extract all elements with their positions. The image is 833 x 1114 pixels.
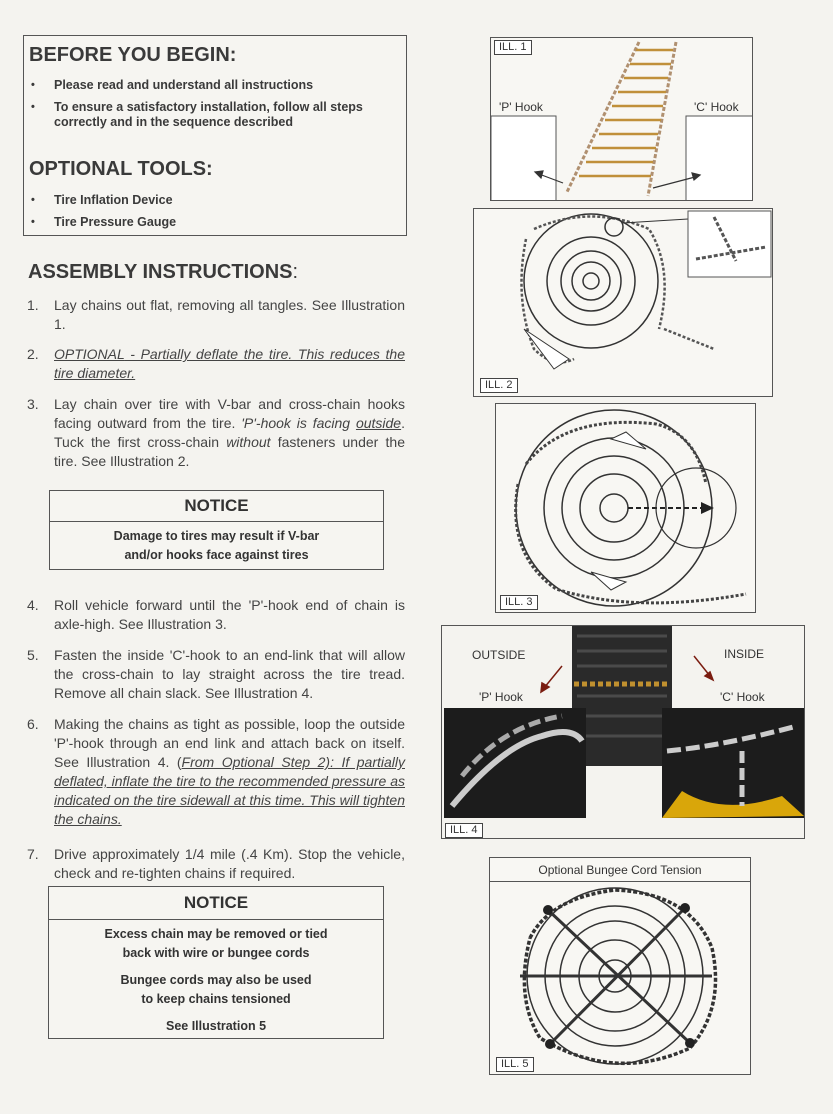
illustration-5-title: Optional Bungee Cord Tension <box>490 858 750 882</box>
step-3 <box>27 395 405 471</box>
step-number: 2. <box>27 346 39 362</box>
step-text: Fasten the inside 'C'-hook to an end-link that will allow the cross-chain to lay straight across the tire tread. Remove all chain slack. See Illustration 4. <box>54 647 405 701</box>
notice-line: and/or hooks face against tires <box>124 548 309 562</box>
c-hook-label: 'C' Hook <box>694 100 739 114</box>
tire-rolling-drawing <box>496 404 756 613</box>
step-text <box>54 395 405 471</box>
illustration-tag: ILL. 4 <box>445 823 483 838</box>
tools-item: • Tire Pressure Gauge <box>29 215 399 230</box>
step-number: 7. <box>27 846 39 862</box>
assembly-heading <box>28 261 298 284</box>
inside-label: INSIDE <box>724 647 765 661</box>
step-3-e: without <box>226 434 271 450</box>
notice-line: to keep chains tensioned <box>141 992 291 1006</box>
notice-title: NOTICE <box>50 491 383 522</box>
illustration-tag: ILL. 1 <box>494 40 532 55</box>
notice-title: NOTICE <box>49 887 383 920</box>
step-number: 5. <box>27 647 39 663</box>
tools-list <box>29 193 399 237</box>
step-6-a: Making the chains as tight as possible, loop the outside 'P'-hook through an end link and attach back on itself. See Illustration 4. ( <box>54 716 405 770</box>
illustration-3 <box>495 403 756 613</box>
c-hook-label: 'C' Hook <box>720 690 765 704</box>
illustration-tag: ILL. 5 <box>496 1057 534 1072</box>
chain-ladder-drawing <box>491 38 753 201</box>
illustration-1 <box>490 37 753 201</box>
illustration-tag: ILL. 2 <box>480 378 518 393</box>
step-2-rest: - Partially deflate the tire. This reduces the tire diameter. <box>54 346 405 381</box>
notice-body <box>49 920 383 1036</box>
tools-heading: OPTIONAL TOOLS: <box>29 158 213 180</box>
notice-line: Excess chain may be removed or tied <box>104 927 328 941</box>
step-6-b: From Optional Step 2): If partially deflated, inflate the tire to the recommended pressure as indicated on the tire sidewall at this time. This will tighten the chains. <box>54 754 405 827</box>
assembly-heading-text: ASSEMBLY INSTRUCTIONS <box>28 261 293 283</box>
before-item: • To ensure a satisfactory installation, follow all steps correctly and in the sequence described <box>29 100 399 130</box>
outside-label: OUTSIDE <box>472 648 526 662</box>
illustration-tag: ILL. 3 <box>500 595 538 610</box>
notice-box-1 <box>49 490 384 570</box>
step-5 <box>27 646 405 703</box>
notice-box-2 <box>48 886 384 1039</box>
step-number: 3. <box>27 396 39 412</box>
step-2 <box>27 345 405 383</box>
step-text <box>54 345 405 383</box>
p-hook-label: 'P' Hook <box>479 690 523 704</box>
step-7 <box>27 845 405 883</box>
tools-item: • Tire Inflation Device <box>29 193 399 208</box>
bungee-tension-drawing <box>490 858 751 1075</box>
step-number: 4. <box>27 597 39 613</box>
illustration-5 <box>489 857 751 1075</box>
step-text <box>54 715 405 829</box>
step-3-c: outside <box>355 415 402 431</box>
illustration-4 <box>441 625 805 839</box>
tire-chain-drawing <box>474 209 773 397</box>
notice-line: Bungee cords may also be used <box>120 973 312 987</box>
step-3-f: fasteners under the tire. See Illustration 2. <box>54 434 405 469</box>
step-3-a: Lay chain over tire with V-bar and cross-chain hooks facing outward from the tire. <box>54 396 405 431</box>
p-hook-label: 'P' Hook <box>499 100 543 114</box>
notice-line: back with wire or bungee cords <box>122 946 310 960</box>
assembly-heading-colon: : <box>292 261 299 283</box>
step-text: Drive approximately 1/4 mile (.4 Km). Stop the vehicle, check and re-tighten chains if required. <box>54 846 405 881</box>
step-number: 6. <box>27 716 39 732</box>
step-number: 1. <box>27 297 39 313</box>
step-4 <box>27 596 405 634</box>
before-heading: BEFORE YOU BEGIN: <box>29 44 237 66</box>
before-list <box>29 78 399 137</box>
step-6 <box>27 715 405 829</box>
step-text: Lay chains out flat, removing all tangles. See Illustration 1. <box>54 297 405 332</box>
step-3-b: 'P'-hook is facing <box>241 415 351 431</box>
step-1 <box>27 296 405 334</box>
notice-body <box>50 522 383 565</box>
before-item: • Please read and understand all instructions <box>29 78 399 93</box>
illustration-2 <box>473 208 773 397</box>
notice-line: Damage to tires may result if V-bar <box>113 529 320 543</box>
notice-line: See Illustration 5 <box>165 1019 267 1033</box>
step-2-optional: OPTIONAL <box>54 346 125 362</box>
step-text: Roll vehicle forward until the 'P'-hook end of chain is axle-high. See Illustration 3. <box>54 597 405 632</box>
before-you-begin-box <box>23 35 407 236</box>
step-3-d: . Tuck the first cross-chain <box>54 415 405 450</box>
